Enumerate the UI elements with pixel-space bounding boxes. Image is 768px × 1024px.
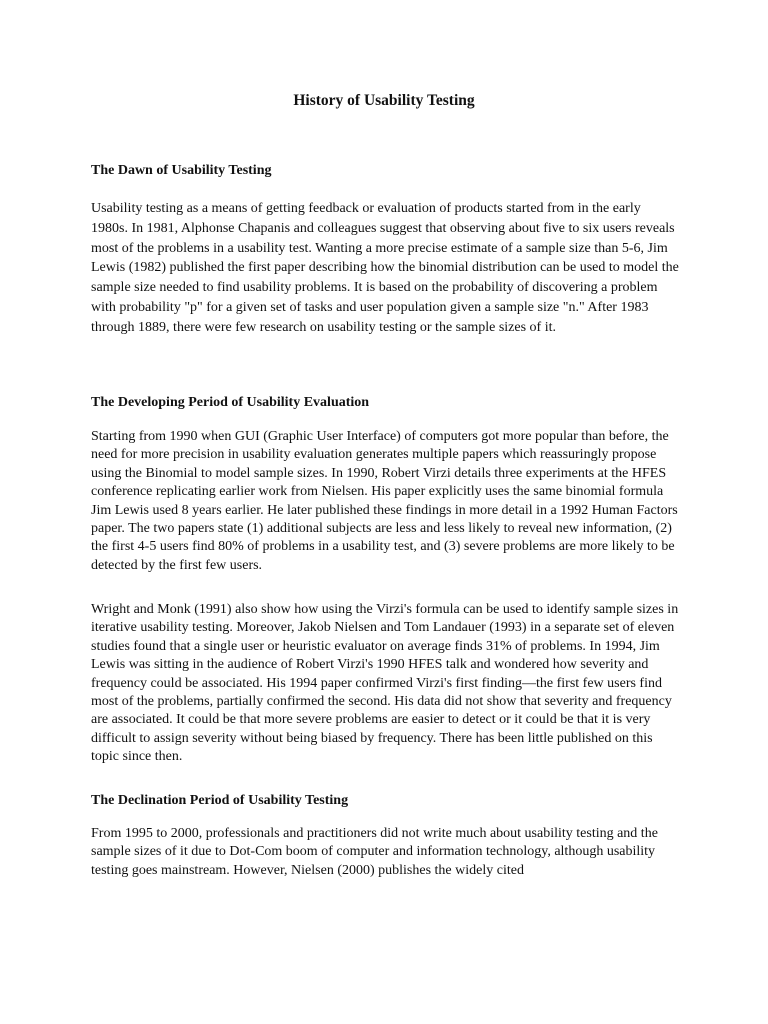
section-heading-declination: The Declination Period of Usability Testing xyxy=(91,793,349,808)
paragraph-developing-1: Starting from 1990 when GUI (Graphic User Interface) of computers got more popular than before, the need for more precision in usability evaluation generates multiple papers which reassuringly propose using the Binomial to model sample sizes. In 1990, Robert Virzi details three experiments at the HFES conference replicating earlier work from Nielsen. His paper explicitly uses the same binomial formula Jim Lewis used 8 years earlier. He later published these findings in more detail in a 1992 Human Factors paper. The two papers state (1) additional subjects are less and less likely to reveal new information, (2) the first 4-5 users find 80% of problems in a usability test, and (3) severe problems are more likely to be detected by the first few users. xyxy=(91,429,678,573)
paragraph-developing-2: Wright and Monk (1991) also show how using the Virzi's formula can be used to identify sample sizes in iterative usability testing. Moreover, Jakob Nielsen and Tom Landauer (1993) in a separate set of eleven studies found that a single user or heuristic evaluator on average finds 31% of problems. In 1994, Jim Lewis was sitting in the audience of Robert Virzi's 1990 HFES talk and wondered how severity and frequency could be associated. His 1994 paper confirmed Virzi's first finding—the first few users find most of the problems, partially confirmed the second. His data did not show that severity and frequency are associated. It could be that more severe problems are easier to detect or it could be that it is very difficult to assign severity without being biased by frequency. There has been little published on this topic since then. xyxy=(91,602,679,765)
section-heading-dawn: The Dawn of Usability Testing xyxy=(91,163,272,178)
paragraph-declination-1: From 1995 to 2000, professionals and practitioners did not write much about usability testing and the sample sizes of it due to Dot-Com boom of computer and information technology, although usability testing goes mainstream. However, Nielsen (2000) publishes the widely cited xyxy=(91,826,658,878)
paragraph-dawn-1: Usability testing as a means of getting feedback or evaluation of products started from in the early 1980s. In 1981, Alphonse Chapanis and colleagues suggest that observing about five to six users reveals most of the problems in a usability test. Wanting a more precise estimate of a sample size than 5-6, Jim Lewis (1982) published the first paper describing how the binomial distribution can be used to model the sample size needed to find usability problems. It is based on the probability of discovering a problem with probability "p" for a given set of tasks and user population given a sample size "n." After 1983 through 1889, there were few research on usability testing or the sample sizes of it. xyxy=(91,201,679,335)
document-title: History of Usability Testing xyxy=(293,92,475,109)
section-heading-developing: The Developing Period of Usability Evaluation xyxy=(91,395,370,410)
